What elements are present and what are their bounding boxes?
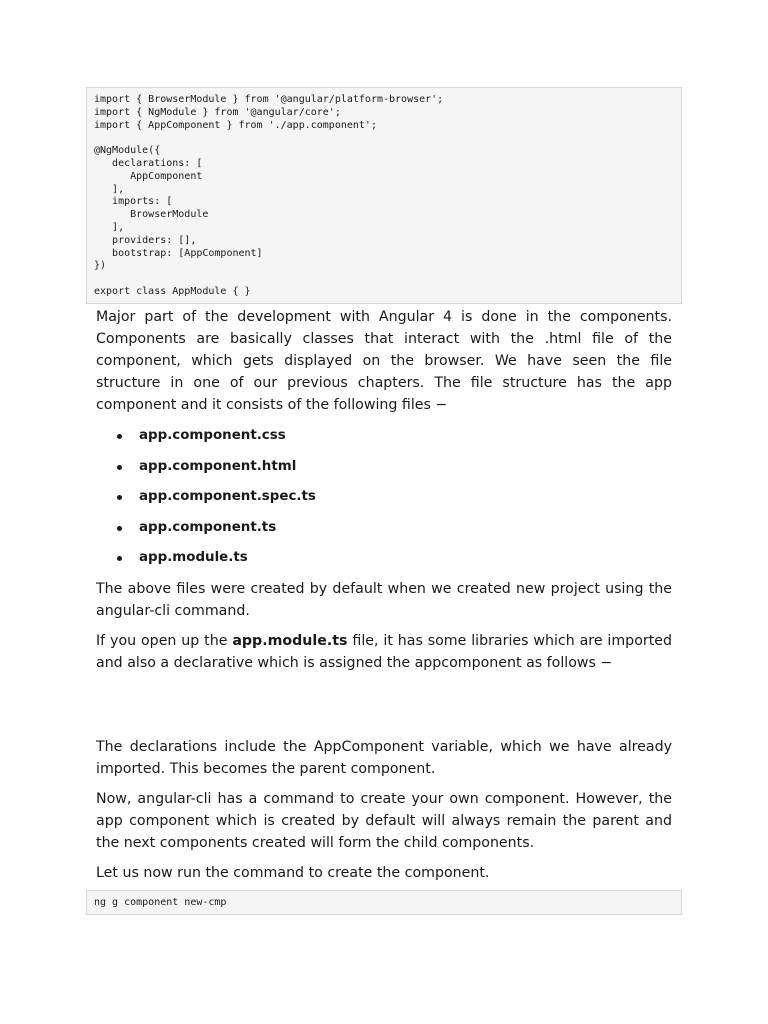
bullet-icon [117,465,122,470]
default-files-paragraph: The above files were created by default when we created new project using the angular-cli command. [96,581,672,619]
code-line: import { AppComponent } from './app.component'; [94,119,377,131]
code-line: imports: [ [94,196,173,208]
code-line: import { NgModule } from '@angular/core'; [94,106,341,118]
bullet-icon [117,495,122,500]
code-line: providers: [], [94,234,197,246]
code-line [94,132,681,145]
code-block-command [86,890,682,915]
code-line: declarations: [ [94,157,203,169]
bullet-icon [117,556,122,561]
file-name: app.module.ts [139,550,248,565]
run-command-paragraph: Let us now run the command to create the component. [96,865,490,881]
file-name: app.component.spec.ts [139,489,316,504]
app-module-filename: app.module.ts [232,633,348,649]
paragraph-text: file, it has some libraries which are imported and also a declarative which is assigned the appcomponent as follows − [96,633,673,671]
bullet-icon [117,526,122,531]
code-line: BrowserModule [94,209,209,221]
code-line [94,273,681,286]
code-line: ], [94,221,125,233]
code-line: ng g component new-cmp [94,897,227,908]
code-line: @NgModule({ [94,145,161,157]
list-item [117,456,517,478]
bullet-icon [117,434,122,439]
paragraph-text: If you open up the [96,633,233,649]
file-name: app.component.html [139,459,297,474]
angular-cli-paragraph: Now, angular-cli has a command to create your own component. However, the app component which is created by default will always remain the parent and the next components created will form the child components. [96,791,672,851]
code-line: ], [94,183,125,195]
list-item [117,425,517,447]
file-name: app.component.ts [139,520,277,535]
code-line: AppComponent [94,170,203,182]
code-line: bootstrap: [AppComponent] [94,247,263,259]
code-line: }) [94,260,107,272]
app-module-paragraph [96,630,672,674]
list-item [117,486,517,508]
code-line: import { BrowserModule } from '@angular/platform-browser'; [94,94,444,105]
file-name: app.component.css [139,428,286,443]
list-item [117,517,517,539]
list-item [117,547,517,569]
intro-paragraph: Major part of the development with Angular 4 is done in the components. Components are basically classes that interact with the .html file of the component, which gets displayed on the browser. We have seen the file structure in one of our previous chapters. The file structure has the app component and it consists of the following files − [96,309,672,413]
code-line: export class AppModule { } [94,285,251,297]
declarations-paragraph: The declarations include the AppComponent variable, which we have already imported. This becomes the parent component. [96,739,672,777]
code-block-app-module [86,87,682,304]
